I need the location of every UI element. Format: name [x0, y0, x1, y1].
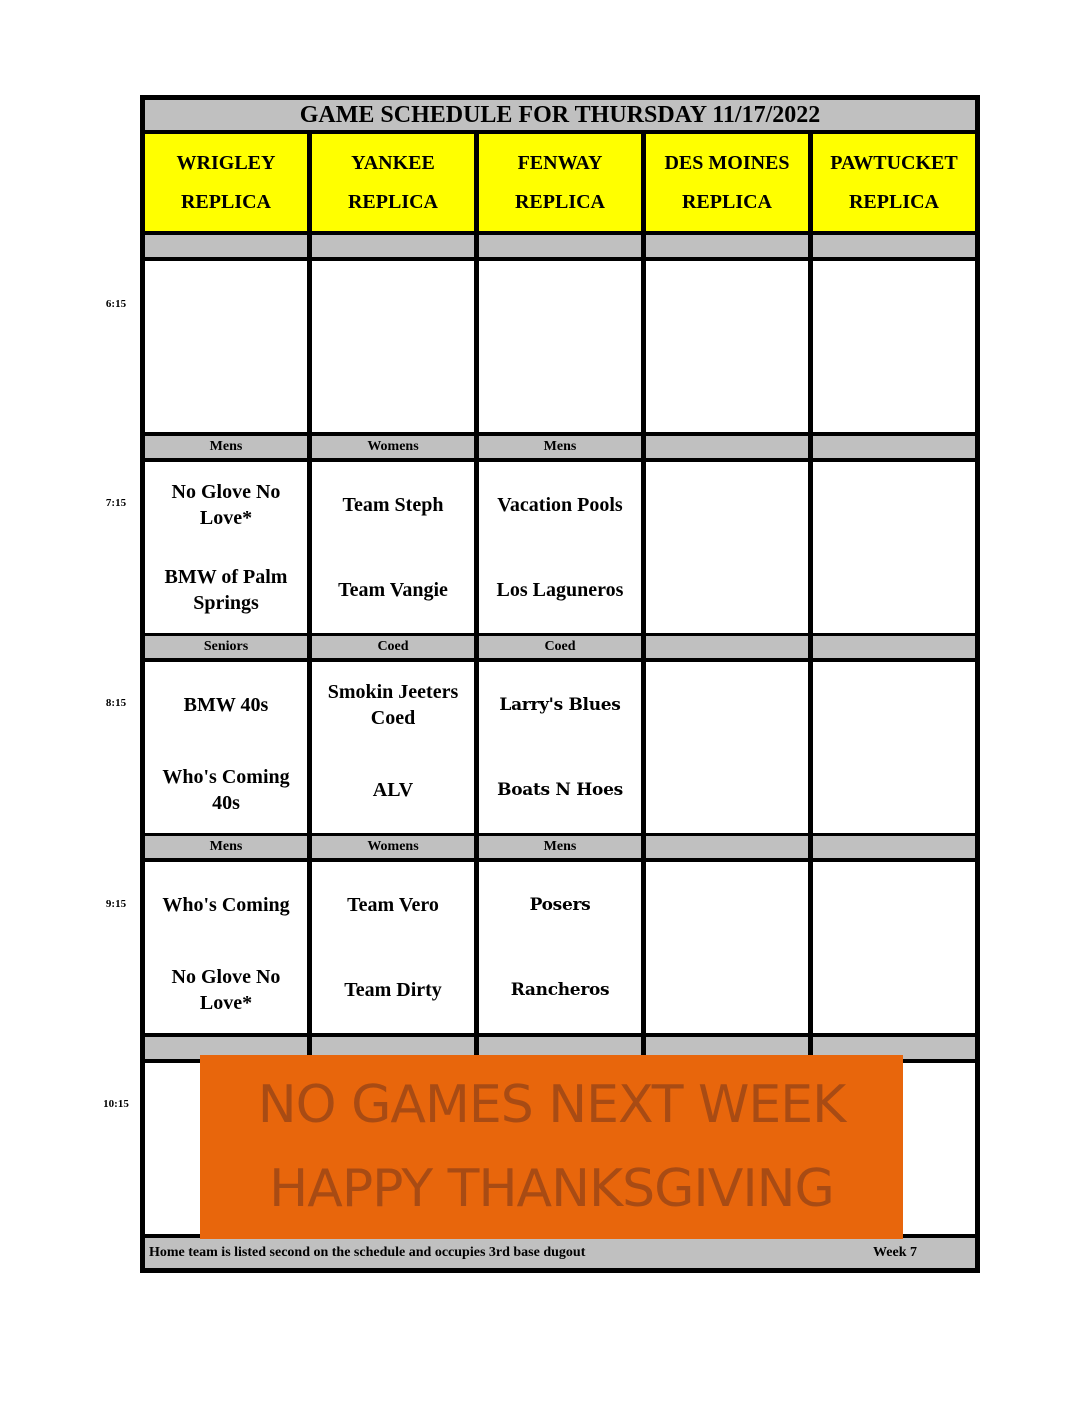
game-cell [813, 462, 975, 633]
game-cell [145, 662, 307, 833]
home-team: BMW of Palm Springs [164, 566, 288, 615]
away-team: Vacation Pools [497, 493, 623, 516]
division-label [646, 235, 808, 257]
game-cell [646, 662, 808, 833]
field-subtitle: REPLICA [514, 190, 605, 213]
field-header [646, 134, 808, 231]
away-team: Who's Coming [162, 893, 290, 916]
game-cell [479, 662, 641, 833]
division-label [646, 436, 808, 458]
home-team: Who's Coming 40s [162, 766, 290, 815]
away-team: Team Steph [342, 493, 444, 516]
time-label: 8:15 [105, 697, 127, 709]
game-cell [145, 261, 307, 432]
home-team [721, 347, 733, 433]
home-team: No Glove No Love* [171, 966, 281, 1015]
game-cell [312, 862, 474, 1033]
field-name: YANKEE [351, 151, 435, 174]
away-team [888, 261, 900, 347]
home-team: Los Laguneros [496, 579, 624, 602]
game-cell [646, 862, 808, 1033]
home-team [888, 347, 900, 433]
division-label: Womens [312, 436, 474, 458]
home-team [721, 548, 733, 634]
division-label [813, 636, 975, 658]
week-label: Week 7 [873, 1245, 917, 1260]
home-team: Team Dirty [344, 979, 442, 1002]
division-label [813, 235, 975, 257]
away-team [387, 261, 399, 347]
game-cell [813, 862, 975, 1033]
schedule-footer [145, 1238, 975, 1268]
home-team: Rancheros [510, 980, 610, 1001]
home-team: ALV [372, 779, 414, 802]
home-team [888, 948, 900, 1034]
field-subtitle: REPLICA [347, 190, 438, 213]
division-label: Coed [312, 636, 474, 658]
time-label: 9:15 [105, 898, 127, 910]
field-header [145, 134, 307, 231]
time-label: 10:15 [103, 1098, 129, 1110]
away-team: Posers [529, 894, 591, 915]
holiday-banner [200, 1055, 903, 1239]
away-team [721, 261, 733, 347]
game-cell [145, 462, 307, 633]
field-header [813, 134, 975, 231]
home-team: Boats N Hoes [497, 780, 623, 801]
division-label [646, 636, 808, 658]
footer-note: Home team is listed second on the schedule and occupies 3rd base dugout [149, 1245, 586, 1260]
away-team [888, 662, 900, 748]
division-label: Mens [145, 836, 307, 858]
banner-line-1: NO GAMES NEXT WEEK [257, 1075, 846, 1135]
away-team [554, 261, 566, 347]
division-label: Seniors [145, 636, 307, 658]
time-label: 6:15 [105, 298, 127, 310]
field-name: DES MOINES [664, 151, 790, 174]
game-cell [312, 462, 474, 633]
away-team: Team Vero [347, 893, 439, 916]
game-cell [145, 862, 307, 1033]
division-label: Mens [479, 836, 641, 858]
home-team: Team Vangie [338, 579, 448, 602]
away-team [721, 662, 733, 748]
game-cell [479, 261, 641, 432]
field-name: FENWAY [517, 151, 603, 174]
away-team [721, 862, 733, 948]
game-cell [312, 261, 474, 432]
away-team: Smokin Jeeters Coed [327, 680, 459, 729]
banner-line-2: HAPPY THANKSGIVING [269, 1159, 834, 1219]
division-label [312, 235, 474, 257]
away-team [721, 462, 733, 548]
division-label: Mens [145, 436, 307, 458]
division-label: Mens [479, 436, 641, 458]
time-label: 7:15 [105, 497, 127, 509]
field-header [312, 134, 474, 231]
away-team: BMW 40s [183, 693, 269, 716]
schedule-title: GAME SCHEDULE FOR THURSDAY 11/17/2022 [145, 100, 975, 130]
division-label: Coed [479, 636, 641, 658]
home-team [220, 347, 232, 433]
game-cell [813, 662, 975, 833]
home-team [888, 748, 900, 834]
division-label: Womens [312, 836, 474, 858]
game-cell [479, 462, 641, 633]
away-team: No Glove No Love* [171, 480, 281, 529]
home-team [888, 548, 900, 634]
game-cell [312, 662, 474, 833]
division-label [813, 836, 975, 858]
field-subtitle: REPLICA [180, 190, 271, 213]
game-cell [813, 261, 975, 432]
field-subtitle: REPLICA [681, 190, 772, 213]
game-cell [479, 862, 641, 1033]
field-subtitle: REPLICA [848, 190, 939, 213]
division-label [646, 836, 808, 858]
field-name: PAWTUCKET [830, 151, 958, 174]
game-cell [646, 462, 808, 633]
division-label [813, 436, 975, 458]
away-team [888, 462, 900, 548]
away-team [888, 862, 900, 948]
home-team [721, 948, 733, 1034]
home-team [721, 748, 733, 834]
division-label [145, 235, 307, 257]
field-name: WRIGLEY [176, 151, 276, 174]
home-team [554, 347, 566, 433]
field-header [479, 134, 641, 231]
away-team [220, 261, 232, 347]
home-team [387, 347, 399, 433]
away-team: Larry's Blues [499, 694, 621, 715]
game-cell [646, 261, 808, 432]
division-label [479, 235, 641, 257]
